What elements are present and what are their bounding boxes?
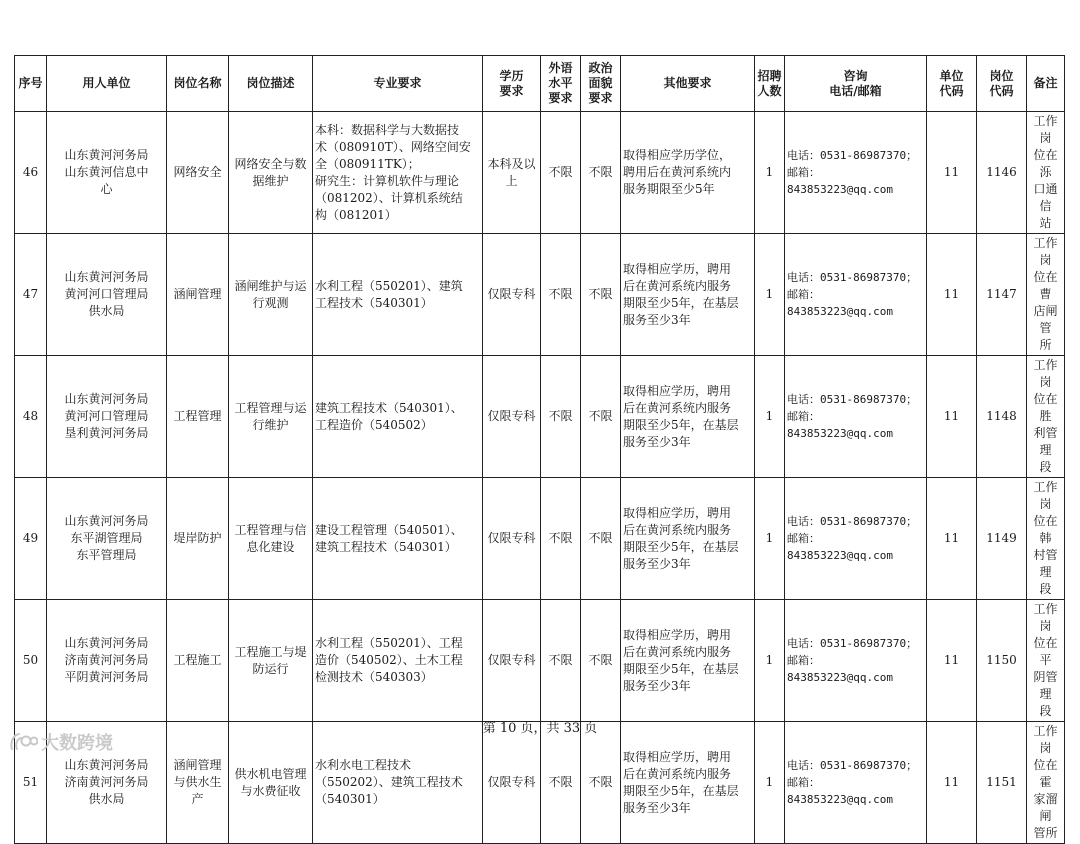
cell-text-line: 聘用后在黄河系统内	[623, 165, 732, 179]
cell-text-line: 后在黄河系统内服务	[623, 400, 732, 415]
cell-text-line: 期限至少5年，在基层	[623, 417, 739, 432]
table-row	[15, 600, 1065, 722]
cell-text-line: 上	[505, 173, 518, 188]
cell-text-line: 位在胜	[1033, 392, 1058, 423]
page-number: 第 10 页，共 33 页	[482, 721, 598, 736]
column-header	[167, 56, 229, 112]
cell-text-line: 黄河河口管理局	[64, 409, 149, 423]
table-row	[15, 722, 1065, 844]
cell-text-line: 仅限专科	[487, 531, 536, 545]
cell-text-line: 建筑工程技术（540301）、	[315, 400, 463, 415]
column-header	[1027, 56, 1065, 112]
employer-cell	[47, 356, 167, 478]
cell-text-line: 工作岗	[1033, 480, 1058, 511]
headcount-cell: 1	[755, 478, 785, 600]
cell-text-line: 工程管理与信	[234, 522, 307, 537]
unit-code-cell: 11	[927, 478, 977, 600]
education-cell	[483, 356, 541, 478]
post-code-cell: 1149	[977, 478, 1027, 600]
cell-text-line: 构（081201）	[315, 207, 397, 222]
major-requirement-cell	[313, 478, 483, 600]
political-cell: 不限	[581, 234, 621, 356]
table-row	[15, 478, 1065, 600]
cell-text-line: 843853223@qq.com	[787, 793, 893, 806]
headcount-cell: 1	[755, 722, 785, 844]
cell-text-line: 843853223@qq.com	[787, 305, 893, 318]
cell-text-line: 期限至少5年，在基层	[623, 295, 739, 310]
column-header	[541, 56, 581, 112]
watermark-text: 大数跨境	[41, 733, 113, 754]
cell-text-line: 位在平	[1033, 636, 1058, 667]
cell-text-line: 供水局	[88, 792, 125, 806]
brand-logo-icon	[8, 731, 38, 753]
political-cell: 不限	[581, 356, 621, 478]
cell-text-line: 电话：0531-86987370；	[787, 759, 918, 772]
position-name-cell: 涵闸管理	[167, 234, 229, 356]
row-number: 50	[15, 600, 47, 722]
contact-cell	[785, 112, 927, 234]
other-requirement-cell	[621, 600, 755, 722]
position-description-cell	[229, 356, 313, 478]
cell-text-line: 电话：0531-86987370；	[787, 515, 918, 528]
unit-code-cell: 11	[927, 356, 977, 478]
cell-text-line: 取得相应学历学位，	[623, 148, 732, 162]
position-name-cell: 工程管理	[167, 356, 229, 478]
row-number: 47	[15, 234, 47, 356]
cell-text-line: 服务期限至少5年	[623, 182, 715, 196]
cell-text-line: 843853223@qq.com	[787, 671, 893, 684]
major-requirement-cell	[313, 356, 483, 478]
cell-text-line: 造价（540502）、土木工程	[315, 653, 463, 667]
cell-text-line: 取得相应学历，聘用	[623, 505, 732, 520]
row-number: 46	[15, 112, 47, 234]
political-cell: 不限	[581, 600, 621, 722]
cell-text-line: 利管理	[1033, 426, 1058, 457]
cell-text-line: 后在黄河系统内服务	[623, 766, 732, 781]
cell-text-line: 工程技术（540301）	[315, 295, 433, 310]
header-text: 序号	[18, 76, 43, 90]
cell-text-line: 工作岗	[1033, 114, 1058, 145]
row-number: 49	[15, 478, 47, 600]
cell-text-line: 阴管理	[1033, 670, 1058, 701]
cell-text-line: 邮箱：	[787, 410, 820, 423]
cell-text-line: 取得相应学历，聘用	[623, 749, 732, 764]
cell-text-line: 期限至少5年，在基层	[623, 783, 739, 798]
cell-text-line: 山东黄河河务局	[64, 514, 149, 528]
cell-text-line: 段	[1039, 704, 1052, 718]
remark-cell	[1027, 722, 1065, 844]
other-requirement-cell	[621, 722, 755, 844]
header-text: 岗位名称	[173, 76, 222, 90]
position-name-cell: 网络安全	[167, 112, 229, 234]
header-text: 水平	[548, 76, 573, 90]
cell-text-line: （550202）、建筑工程技术	[315, 775, 463, 789]
other-requirement-cell	[621, 478, 755, 600]
political-cell: 不限	[581, 112, 621, 234]
header-text: 代码	[989, 83, 1014, 98]
language-cell: 不限	[541, 234, 581, 356]
cell-text-line: 山东黄河河务局	[64, 636, 149, 650]
cell-text-line: 期限至少5年，在基层	[623, 661, 739, 676]
position-name-cell: 工程施工	[167, 600, 229, 722]
cell-text-line: 服务至少3年	[623, 678, 691, 693]
cell-text-line: 邮箱：	[787, 532, 820, 545]
major-requirement-cell	[313, 600, 483, 722]
cell-text-line: 网络安全与数	[234, 156, 307, 171]
cell-text-line: 工程管理与运	[234, 400, 307, 415]
cell-text-line: 检测技术（540303）	[315, 670, 433, 684]
other-requirement-cell	[621, 112, 755, 234]
remark-cell	[1027, 356, 1065, 478]
column-header	[313, 56, 483, 112]
post-code-cell: 1146	[977, 112, 1027, 234]
cell-text-line: （540301）	[315, 792, 385, 806]
education-cell	[483, 478, 541, 600]
language-cell: 不限	[541, 478, 581, 600]
cell-text-line: 水利工程（550201）、建筑	[315, 278, 463, 293]
unit-code-cell: 11	[927, 234, 977, 356]
cell-text-line: 取得相应学历，聘用	[623, 383, 732, 398]
post-code-cell: 1148	[977, 356, 1027, 478]
cell-text-line: 电话：0531-86987370；	[787, 149, 918, 162]
cell-text-line: 电话：0531-86987370；	[787, 637, 918, 650]
major-requirement-cell	[313, 234, 483, 356]
header-text: 招聘	[757, 68, 782, 83]
cell-text-line: 管所	[1033, 826, 1058, 840]
position-description-cell	[229, 112, 313, 234]
table-header	[15, 56, 1065, 112]
header-text: 备注	[1033, 76, 1058, 90]
cell-text-line: 后在黄河系统内服务	[623, 644, 732, 659]
cell-text-line: 济南黄河河务局	[64, 653, 149, 667]
cell-text-line: 与水费征收	[240, 783, 301, 798]
cell-text-line: 行维护	[252, 417, 289, 432]
column-header	[621, 56, 755, 112]
headcount-cell: 1	[755, 234, 785, 356]
contact-cell	[785, 356, 927, 478]
cell-text-line: 工程施工与堤	[234, 644, 307, 659]
other-requirement-cell	[621, 356, 755, 478]
employer-cell	[47, 600, 167, 722]
cell-text-line: 水利工程（550201）、工程	[315, 636, 463, 650]
header-text: 用人单位	[82, 76, 131, 90]
cell-text-line: 本科及以	[487, 156, 536, 171]
cell-text-line: 仅限专科	[487, 409, 536, 423]
cell-text-line: 全（080911TK）；	[315, 156, 420, 171]
cell-text-line: 邮箱：	[787, 776, 820, 789]
table-row	[15, 356, 1065, 478]
contact-cell	[785, 600, 927, 722]
cell-text-line: 843853223@qq.com	[787, 183, 893, 196]
cell-text-line: 仅限专科	[487, 287, 536, 301]
column-header	[483, 56, 541, 112]
cell-text-line: 服务至少3年	[623, 434, 691, 449]
cell-text-line: 东平湖管理局	[70, 531, 143, 545]
cell-text-line: 防运行	[252, 661, 289, 676]
cell-text-line: 建筑工程技术（540301）	[315, 539, 457, 554]
cell-text-line: 研究生：计算机软件与理论	[315, 173, 460, 188]
employer-cell	[47, 112, 167, 234]
headcount-cell: 1	[755, 600, 785, 722]
header-text: 政治	[588, 61, 613, 75]
column-header	[581, 56, 621, 112]
cell-text-line: 工作岗	[1033, 602, 1058, 633]
column-header	[755, 56, 785, 112]
header-text: 外语	[548, 61, 573, 75]
row-number: 48	[15, 356, 47, 478]
position-name-cell: 涵闸管理与供水生产	[167, 722, 229, 844]
cell-text-line: 仅限专科	[487, 653, 536, 667]
major-requirement-cell	[313, 722, 483, 844]
row-number: 51	[15, 722, 47, 844]
cell-text-line: 供水局	[88, 304, 125, 318]
cell-text-line: 供水机电管理	[234, 766, 307, 781]
watermark	[8, 729, 113, 755]
headcount-cell: 1	[755, 356, 785, 478]
cell-text-line: 邮箱：	[787, 288, 820, 301]
cell-text-line: 取得相应学历，聘用	[623, 627, 732, 642]
header-text: 电话/邮箱	[829, 83, 882, 98]
header-text: 其他要求	[663, 76, 712, 90]
column-header	[785, 56, 927, 112]
other-requirement-cell	[621, 234, 755, 356]
column-header	[15, 56, 47, 112]
cell-text-line: 后在黄河系统内服务	[623, 522, 732, 537]
cell-text-line: 工作岗	[1033, 724, 1058, 755]
cell-text-line: 段	[1039, 460, 1052, 474]
employer-cell	[47, 234, 167, 356]
header-text: 要求	[548, 91, 573, 105]
cell-text-line: （081202）、计算机系统结	[315, 190, 463, 205]
cell-text-line: 仅限专科	[487, 775, 536, 789]
unit-code-cell: 11	[927, 722, 977, 844]
cell-text-line: 据维护	[252, 173, 289, 188]
table-row	[15, 112, 1065, 234]
remark-cell	[1027, 234, 1065, 356]
cell-text-line: 服务至少3年	[623, 800, 691, 815]
language-cell: 不限	[541, 722, 581, 844]
cell-text-line: 电话：0531-86987370；	[787, 271, 918, 284]
cell-text-line: 村管理	[1033, 548, 1058, 579]
cell-text-line: 843853223@qq.com	[787, 549, 893, 562]
education-cell	[483, 234, 541, 356]
education-cell	[483, 600, 541, 722]
remark-cell	[1027, 600, 1065, 722]
language-cell: 不限	[541, 600, 581, 722]
cell-text-line: 位在韩	[1033, 514, 1058, 545]
cell-text-line: 山东黄河河务局	[64, 148, 149, 162]
column-header	[977, 56, 1027, 112]
contact-cell	[785, 478, 927, 600]
header-text: 岗位	[989, 68, 1014, 83]
headcount-cell: 1	[755, 112, 785, 234]
cell-text-line: 家溜闸	[1033, 792, 1058, 823]
cell-text-line: 口通信	[1033, 182, 1058, 213]
table-row	[15, 234, 1065, 356]
header-text: 咨询	[843, 68, 868, 83]
education-cell	[483, 722, 541, 844]
language-cell: 不限	[541, 112, 581, 234]
post-code-cell: 1150	[977, 600, 1027, 722]
cell-text-line: 位在泺	[1033, 148, 1058, 179]
cell-text-line: 电话：0531-86987370；	[787, 393, 918, 406]
cell-text-line: 心	[100, 182, 113, 196]
cell-text-line: 山东黄河信息中	[64, 165, 149, 179]
political-cell: 不限	[581, 478, 621, 600]
major-requirement-cell	[313, 112, 483, 234]
header-text: 人数	[757, 83, 782, 98]
cell-text-line: 息化建设	[246, 539, 295, 554]
cell-text-line: 位在霍	[1033, 758, 1058, 789]
position-description-cell	[229, 600, 313, 722]
cell-text-line: 术（080910T）、网络空间安	[315, 139, 471, 154]
cell-text-line: 邮箱：	[787, 166, 820, 179]
education-cell	[483, 112, 541, 234]
cell-text-line: 服务至少3年	[623, 556, 691, 571]
header-text: 要求	[499, 83, 524, 98]
cell-text-line: 垦利黄河河务局	[64, 426, 149, 440]
cell-text-line: 本科：数据科学与大数据技	[315, 122, 460, 137]
header-row	[15, 56, 1065, 112]
cell-text-line: 站	[1039, 216, 1052, 230]
cell-text-line: 所	[1039, 338, 1052, 352]
cell-text-line: 后在黄河系统内服务	[623, 278, 732, 293]
column-header	[229, 56, 313, 112]
cell-text-line: 店闸管	[1033, 304, 1058, 335]
header-text: 要求	[588, 91, 613, 105]
header-text: 学历	[499, 68, 524, 83]
cell-text-line: 平阴黄河河务局	[64, 670, 149, 684]
column-header	[47, 56, 167, 112]
cell-text-line: 济南黄河河务局	[64, 775, 149, 789]
cell-text-line: 843853223@qq.com	[787, 427, 893, 440]
post-code-cell: 1151	[977, 722, 1027, 844]
contact-cell	[785, 234, 927, 356]
cell-text-line: 山东黄河河务局	[64, 270, 149, 284]
column-header	[927, 56, 977, 112]
cell-text-line: 段	[1039, 582, 1052, 596]
cell-text-line: 建设工程管理（540501）、	[315, 522, 463, 537]
position-name-cell: 堤岸防护	[167, 478, 229, 600]
cell-text-line: 取得相应学历，聘用	[623, 261, 732, 276]
position-description-cell	[229, 234, 313, 356]
header-text: 面貌	[588, 76, 613, 90]
position-description-cell	[229, 478, 313, 600]
cell-text-line: 黄河河口管理局	[64, 287, 149, 301]
post-code-cell: 1147	[977, 234, 1027, 356]
cell-text-line: 工程造价（540502）	[315, 417, 433, 432]
cell-text-line: 涵闸维护与运	[234, 278, 307, 293]
header-text: 代码	[939, 83, 964, 98]
cell-text-line: 邮箱：	[787, 654, 820, 667]
cell-text-line: 山东黄河河务局	[64, 392, 149, 406]
language-cell: 不限	[541, 356, 581, 478]
header-text: 岗位描述	[246, 76, 295, 90]
cell-text-line: 位在曹	[1033, 270, 1058, 301]
cell-text-line: 东平管理局	[76, 548, 137, 562]
cell-text-line: 期限至少5年，在基层	[623, 539, 739, 554]
cell-text-line: 水利水电工程技术	[315, 758, 412, 772]
header-text: 单位	[939, 68, 964, 83]
position-description-cell	[229, 722, 313, 844]
unit-code-cell: 11	[927, 600, 977, 722]
header-text: 专业要求	[373, 76, 422, 90]
cell-text-line: 工作岗	[1033, 358, 1058, 389]
employer-cell	[47, 478, 167, 600]
cell-text-line: 服务至少3年	[623, 312, 691, 327]
unit-code-cell: 11	[927, 112, 977, 234]
cell-text-line: 工作岗	[1033, 236, 1058, 267]
remark-cell	[1027, 112, 1065, 234]
contact-cell	[785, 722, 927, 844]
cell-text-line: 行观测	[252, 295, 289, 310]
remark-cell	[1027, 478, 1065, 600]
cell-text-line: 山东黄河河务局	[64, 758, 149, 772]
political-cell: 不限	[581, 722, 621, 844]
